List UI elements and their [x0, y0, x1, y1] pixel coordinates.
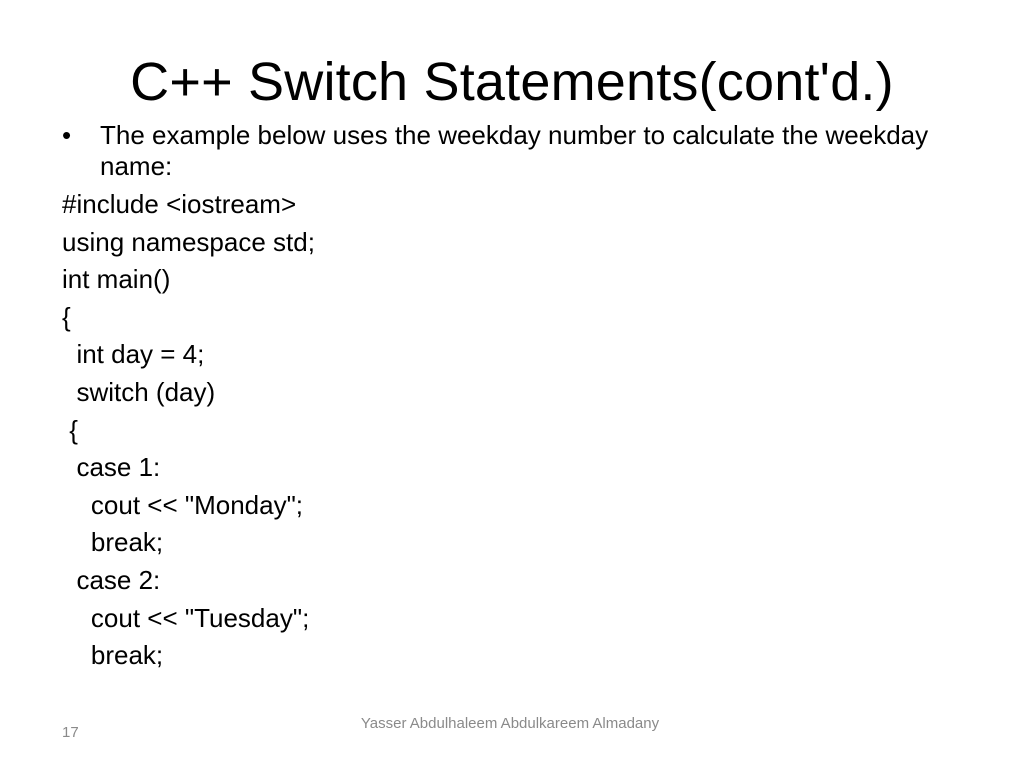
code-line: cout << "Monday"; [62, 489, 304, 520]
code-line: int main() [62, 264, 171, 295]
slide-number: 17 [62, 724, 79, 741]
code-line: #include <iostream> [62, 189, 297, 219]
code-line: switch (day) [62, 376, 216, 407]
slide-title: C++ Switch Statements(cont'd.) [130, 52, 894, 112]
code-line: int day = 4; [62, 339, 205, 370]
code-line: using namespace std; [62, 226, 315, 257]
bullet-text: The example below uses the weekday number to calculate the weekday name: [100, 120, 929, 181]
code-line: case 2: [62, 564, 161, 595]
code-line: { [62, 301, 71, 332]
bullet-dot-icon: • [62, 120, 72, 150]
code-line: break; [62, 527, 164, 558]
code-line: { [62, 414, 78, 445]
code-line: cout << "Tuesday"; [62, 602, 310, 633]
code-line: break; [62, 640, 164, 671]
code-block [62, 186, 942, 675]
author-footer: Yasser Abdulhaleem Abdulkareem Almadany [360, 715, 660, 732]
code-line: case 1: [62, 452, 161, 483]
